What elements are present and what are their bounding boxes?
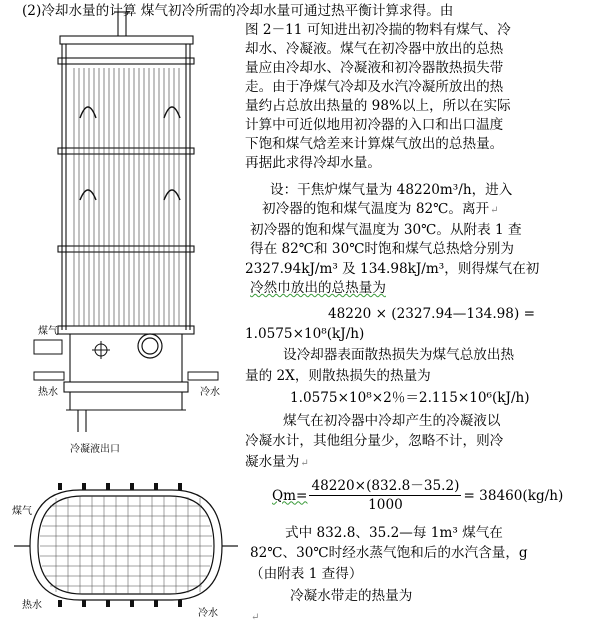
text-line-26: （由附表 1 查得）: [250, 566, 363, 582]
fig-lower-gas-label: 煤气: [12, 506, 32, 517]
text-line-15: 冷然巾放出的总热量为: [250, 280, 386, 296]
text-line-17: 1.0575×10⁸(kJ/h): [245, 326, 365, 342]
text-line-22: 冷凝水计，其他组分量少，忽略不计，则冷: [245, 433, 504, 449]
cooler-figure: [0, 0, 245, 628]
trailing-mark: ↵: [251, 612, 260, 623]
equation-numerator: 48220×(832.8－35.2): [311, 478, 460, 494]
text-line-6: 量约占总放出热量的 98%以上，所以在实际: [245, 98, 511, 114]
tube-bundle: [74, 68, 179, 326]
text-line-1: (2)冷却水量的计算 煤气初冷所需的冷却水量可通过热平衡计算求得。由: [22, 3, 454, 19]
text-line-3: 却水、冷凝液。煤气在初冷器中放出的总热: [245, 41, 504, 57]
text-line-14: 2327.94kJ/m³ 及 134.98kJ/m³，则得煤气在初: [245, 261, 540, 277]
text-line-16: 48220 × (2327.94—134.98) =: [328, 306, 535, 322]
text-line-8: 下饱和煤气焓差来计算煤气放出的总热量。: [245, 136, 504, 152]
text-line-5: 走。由于净煤气冷却及水汽冷凝所放出的热: [245, 79, 504, 95]
fig-hotwater-label: 热水: [38, 387, 58, 398]
text-line-10: 设：干焦炉煤气量为 48220m³/h，进入: [270, 182, 513, 198]
fig-lower-hotwater-label: 热水: [22, 600, 42, 611]
fig-lower-coldwater-label: 冷水: [198, 608, 218, 619]
text-line-7: 计算中可近似地用初冷器的入口和出口温度: [245, 117, 504, 133]
condensate-equation: [272, 478, 563, 513]
text-line-13: 得在 82℃和 30℃时饱和煤气总热焓分别为: [250, 241, 514, 257]
equation-lhs: Qm=: [272, 487, 308, 504]
equation-denominator: 1000: [368, 497, 403, 513]
fig-condensate-label: 冷凝液出口: [70, 444, 120, 455]
text-line-19: 量的 2X，则散热损失的热量为: [245, 368, 431, 384]
cross-section-drawing: [14, 490, 238, 600]
text-line-12: 初冷器的饱和煤气温度为 30℃。从附表 1 查: [250, 222, 522, 238]
text-line-20: 1.0575×10⁸×2％＝2.115×10⁶(kJ/h): [290, 390, 530, 406]
text-line-4: 量应由冷却水、冷凝液和初冷器散热损失带: [245, 60, 504, 76]
text-line-11: 初冷器的饱和煤气温度为 82℃。离开↵: [262, 201, 499, 217]
text-line-27: 冷凝水带走的热量为: [290, 588, 413, 604]
text-line-25: 82℃、30℃时经水蒸气饱和后的水汽含量，g: [250, 545, 528, 561]
fig-coldwater-label: 冷水: [200, 387, 220, 398]
text-line-9: 再据此求得冷却水量。: [245, 155, 381, 171]
fig-gas-label: 煤气: [38, 326, 58, 337]
text-line-21: 煤气在初冷器中冷却产生的冷凝液以: [283, 413, 501, 429]
text-line-23: 凝水量为↵: [245, 454, 309, 470]
text-line-18: 设冷却器表面散热损失为煤气总放出热: [283, 347, 515, 363]
vertical-cooler-drawing: [58, 12, 194, 432]
text-line-24: 式中 832.8、35.2—每 1m³ 煤气在: [285, 525, 503, 541]
equation-rhs: = 38460(kg/h): [463, 487, 564, 504]
cross-section-grid: [40, 496, 212, 594]
text-line-2: 图 2－11 可知进出初冷揣的物料有煤气、冷: [245, 22, 511, 38]
